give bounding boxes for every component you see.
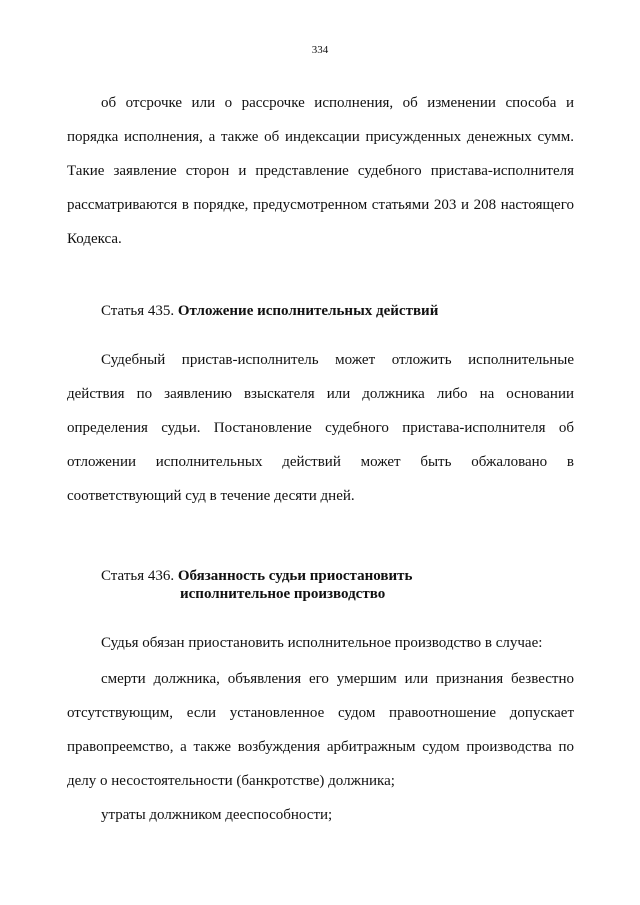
page-number: 334 — [311, 44, 329, 56]
article-436-heading — [101, 567, 412, 603]
paragraph-postponement: Судебный пристав-исполнитель может отложить исполнительные действия по заявлению взыскателя или должника либо на основании определения судьи. Постановление судебного пристава-исполнителя об отложении исполнительных действий может быть обжаловано в соответствующий суд в течение десяти дней. — [67, 352, 574, 504]
article-436-prefix: Статья 436. — [101, 568, 175, 584]
paragraph-obligation: Судья обязан приостановить исполнительное производство в случае: — [101, 635, 543, 651]
paragraph-deferral: об отсрочке или о рассрочке исполнения, об изменении способа и порядка исполнения, а также об индексации присужденных денежных сумм. Такие заявление сторон и представление судебного пристава-исполнителя рассматриваются в порядке, предусмотренном статьями 203 и 208 настоящего Кодекса. — [67, 95, 574, 247]
paragraph-incapacity: утраты должником дееспособности; — [101, 807, 333, 823]
article-436-title-line1: Обязанность судьи приостановить — [177, 568, 413, 584]
article-435-prefix: Статья 435. — [101, 303, 175, 319]
paragraph-death-of-debtor: смерти должника, объявления его умершим или признания безвестно отсутствующим, если установленное судом правоотношение допускает правопреемство, а также возбуждения арбитражным судом производства по делу о несостоятельности (банкротстве) должника; — [67, 671, 574, 789]
article-436-title-line2: исполнительное производство — [180, 586, 386, 602]
article-435-title: Отложение исполнительных действий — [177, 303, 439, 319]
article-435-heading — [101, 302, 438, 320]
